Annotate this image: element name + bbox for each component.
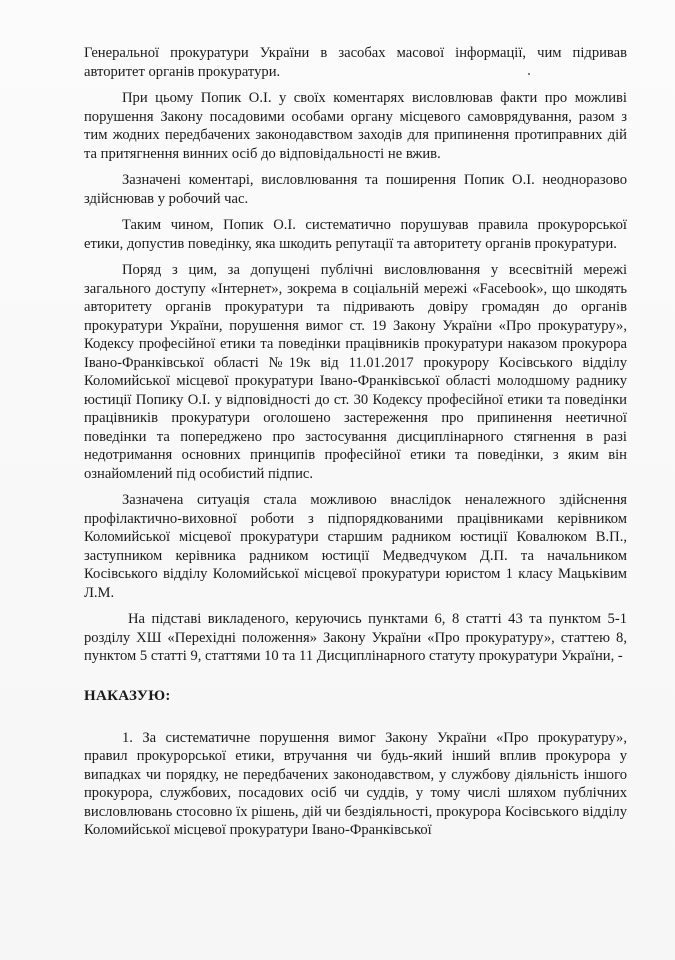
scan-speck	[528, 73, 530, 75]
order-item-1: 1. За систематичне порушення вимог Закону України «Про прокуратуру», правил прокурорської етики, втручання чи будь-який інший вплив прокурора у випадках чи порядку, не передбачених законодавством, у службову діяльність іншого прокурора, службових, посадових осіб чи суддів, у тому числі шляхом публічних висловлювань стосовно їх рішень, дій чи бездіяльності, прокурора Косівського відділу Коломийської місцевої прокуратури Івано-Франківської	[84, 729, 627, 838]
paragraph-continuation: Генеральної прокуратури України в засобах масової інформації, чим підривав авторитет органів прокуратури.	[84, 45, 627, 80]
paragraph-supervision: Зазначена ситуація стала можливою внаслідок неналежного здійснення профілактично-виховної роботи з підпорядкованими працівниками керівником Коломийської місцевої прокуратури старшим радником юстиції Ковалюком В.П., заступником керівника радником юстиції Медведчуком Д.П. та начальником Косівського відділу Коломийської місцевої прокуратури юристом 1 класу Мацьківим Л.М.	[84, 492, 627, 601]
paragraph-legal-basis: На підставі викладеного, керуючись пунктами 6, 8 статті 43 та пунктом 5-1 розділу ХШ «Перехідні положення» Закону України «Про прокуратуру», статтею 8, пунктом 5 статті 9, статтями 10 та 11 Дисциплінарного статуту прокуратури України, -	[84, 611, 627, 664]
paragraph-warning-order: Поряд з цим, за допущені публічні висловлювання у всесвітній мережі загального доступу «Інтернет», зокрема в соціальній мережі «Facebook», що шкодять авторитету органів прокуратури та підривають довіру громадян до органів прокуратури України, порушення вимог ст. 19 Закону України «Про прокуратуру», Кодексу професійної етики та поведінки працівників прокуратури наказом прокурора Івано-Франківської області №19к від 11.01.2017 прокурору Косівського відділу Коломийської місцевої прокуратури Івано-Франківської області молодшому раднику юстиції Попику О.І. у відповідності до ст. 30 Кодексу професійної етики та поведінки працівників прокуратури оголошено застереження про припинення неетичної поведінки та попереджено про застосування дисциплінарного стягнення в разі недотримання основних принципів професійної етики та поведінки, з яким він ознайомлений під особистий підпис.	[84, 262, 627, 482]
paragraph-comments: При цьому Попик О.І. у своїх коментарях висловлював факти про можливі порушення Закону посадовими особами органу місцевого самоврядування, разом з тим жодних передбачених законодавством заходів для припинення протиправних дій та притягнення винних осіб до відповідальності не вжив.	[84, 90, 627, 162]
paragraph-ethics-violation: Таким чином, Попик О.І. систематично порушував правила прокурорської етики, допустив поведінку, яка шкодить репутації та авторитету органів прокуратури.	[84, 217, 627, 252]
paragraph-working-time: Зазначені коментарі, висловлювання та поширення Попик О.І. неодноразово здійснював у робочий час.	[84, 172, 627, 207]
order-heading: НАКАЗУЮ:	[84, 687, 171, 704]
